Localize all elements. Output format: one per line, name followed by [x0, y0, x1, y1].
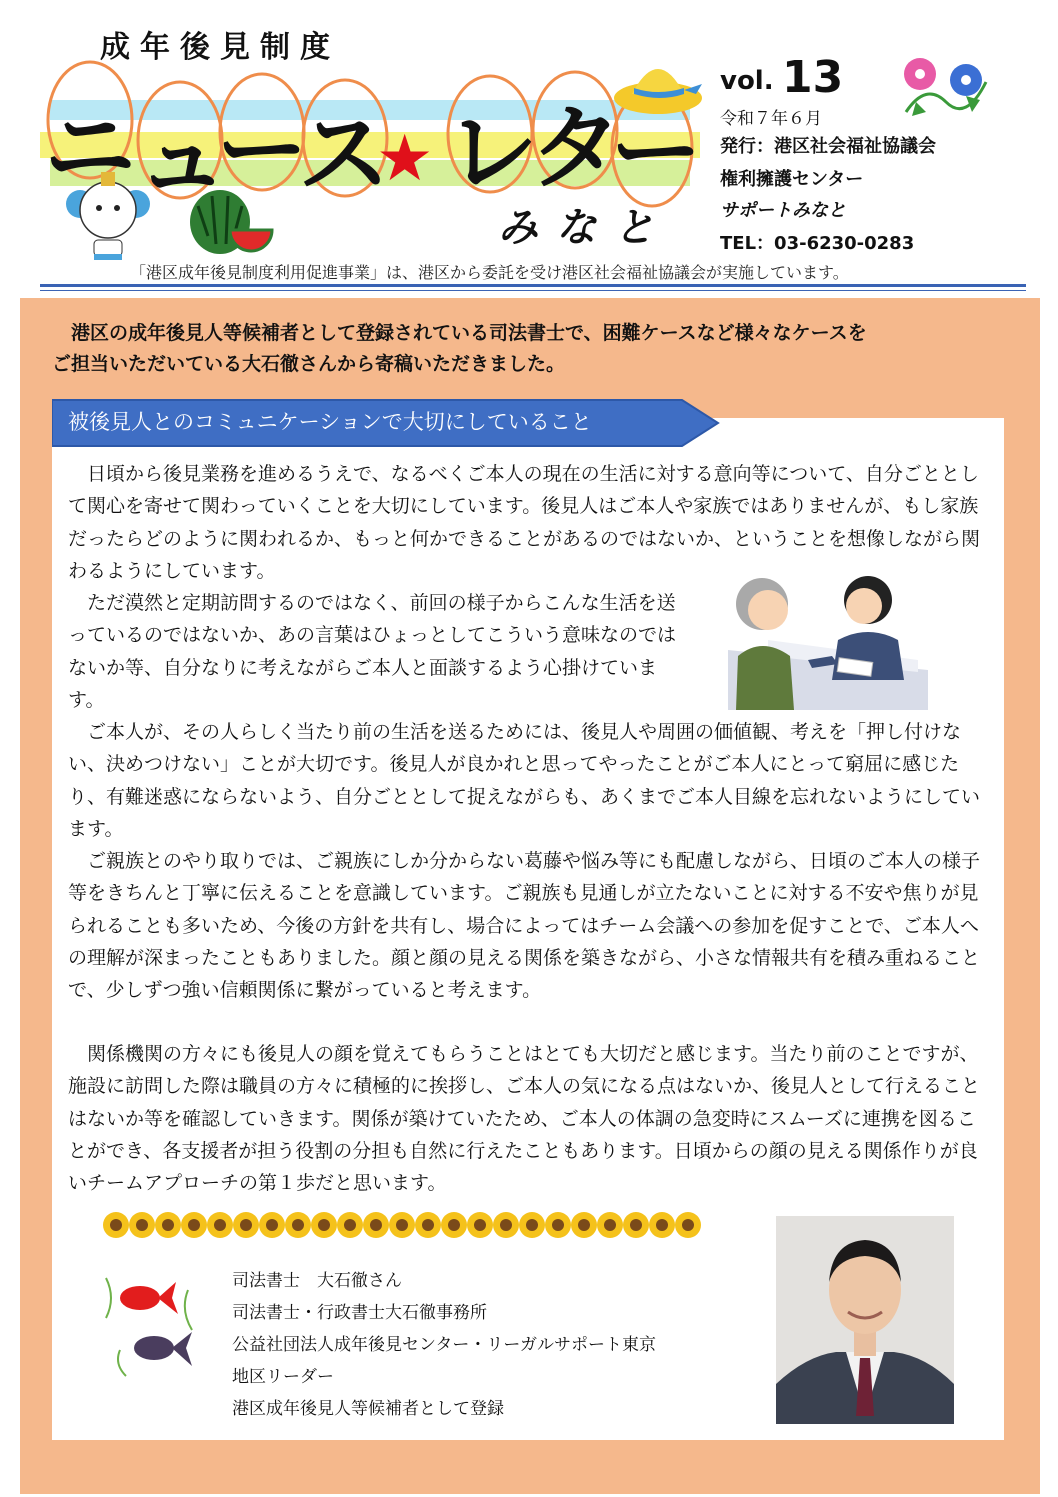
author-role: 地区リーダー [232, 1367, 334, 1387]
supplement-title: 成年後見制度 [100, 30, 340, 65]
intro-line: 港区の成年後見人等候補者として登録されている司法書士で、困難ケースなど様々なケースを [71, 322, 867, 344]
banner-char: レ [446, 99, 539, 206]
header-rule [40, 284, 1026, 287]
center-name: 権利擁護センター [720, 169, 864, 190]
volume-label: vol. [720, 66, 774, 96]
author-name: 司法書士 大石徹さん [232, 1271, 402, 1291]
section-title: 被後見人とのコミュニケーションで大切にしていること [68, 410, 592, 434]
article-paragraph: 関係機関の方々にも後見人の顔を覚えてもらうことはとても大切だと感じます。当たり前のことですが、施設に訪問した際は職員の方々に積極的に挨拶し、ご本人の気になる点はないか、後見人として行えることはないか等を確認していきます。関係が築けていたため、ご本人の体調の急変時にスムーズに連携を図ることができ、各支援者が担う役割の分担も自然に行えたこともあります。日頃からの顔の見える関係作りが良いチームアプローチの第１歩だと思います。 [68, 1043, 981, 1195]
issue-date: 令和７年６月 [720, 109, 822, 129]
article-paragraph: ご本人が、その人らしく当たり前の生活を送るためには、後見人や周囲の価値観、考えを「押し付けない、決めつけない」ことが大切です。後見人が良かれと思ってやったことがご本人にとって窮屈に感じたり、有難迷惑にならないよう、自分ごととして捉えながらも、あくまでご本人目線を忘れないようにしています。 [68, 721, 981, 840]
author-photo [776, 1216, 954, 1424]
header-rule-thin [40, 290, 1026, 291]
sunflower-icon [103, 1212, 701, 1238]
program-notice: 「港区成年後見制度利用促進事業」は、港区から委託を受け港区社会福祉協議会が実施しています。 [130, 263, 849, 282]
banner-char: ー [610, 99, 703, 206]
banner-char: タ [530, 95, 623, 202]
telephone: TEL：03-6230-0283 [720, 233, 915, 254]
morning-glory-icon [896, 52, 996, 122]
intro-text [52, 318, 1012, 380]
author-registration: 港区成年後見人等候補者として登録 [232, 1399, 504, 1419]
article-paragraph: 日頃から後見業務を進めるうえで、なるべくご本人の現在の生活に対する意向等について、自分ごととして関心を寄せて関わっていくことを大切にしています。後見人はご本人や家族ではありませんが、もし家族だったらどのように関われるか、もっと何かできることがあるのではないか、ということを想像しながら関わるようにしています。 [68, 463, 981, 582]
banner-char: ュ [136, 105, 229, 212]
author-office: 司法書士・行政書士大石徹事務所 [232, 1303, 487, 1323]
banner-star: ★ [376, 122, 434, 196]
consultation-illustration [728, 560, 928, 710]
banner-char: ニ [44, 95, 137, 202]
author-affiliation: 公益社団法人成年後見センター・リーガルサポート東京 [232, 1335, 656, 1355]
banner-char: ス [298, 101, 391, 208]
banner-char: ー [216, 97, 309, 204]
intro-line: ご担当いただいている大石徹さんから寄稿いただきました。 [52, 353, 566, 375]
support-name: サポートみなと [720, 200, 846, 221]
publisher: 発行：港区社会福祉協議会 [720, 136, 936, 157]
sunflower-row [102, 1208, 710, 1242]
banner-subtitle: みなと [498, 205, 672, 251]
article-paragraph: ただ漠然と定期訪問するのではなく、前回の様子からこんな生活を送っているのではないか、あの言葉はひょっとしてこういう意味なのではないか等、自分なりに考えながらご本人と面談するよう心掛けています。 [68, 592, 677, 711]
article-paragraph: ご親族とのやり取りでは、ご親族にしか分からない葛藤や悩み等にも配慮しながら、日頃のご本人の様子等をきちんと丁寧に伝えることを意識しています。ご親族も見通しが立たないことに対する不安や焦りが見られることも多いため、今後の方針を共有し、場合によってはチーム会議への参加を促すことで、ご本人への理解が深まったこともありました。顔と顔の見える関係を築きながら、小さな情報共有を積み重ねることで、少しずつ強い信頼関係に繋がっていると考えます。 [68, 850, 981, 1002]
goldfish-icon [100, 1270, 200, 1380]
volume-number: 13 [782, 52, 844, 103]
